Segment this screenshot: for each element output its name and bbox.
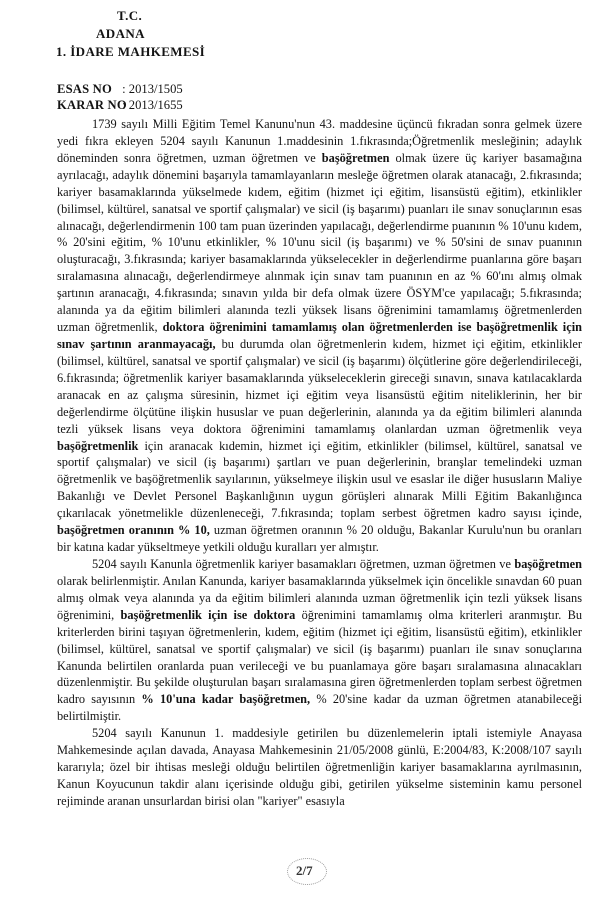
esas-no-row [57, 82, 183, 97]
header-republic: T.C. [117, 8, 143, 23]
karar-no-row [57, 98, 183, 113]
paragraph [57, 556, 582, 725]
bold-text-segment: başöğretmen [321, 150, 390, 165]
bold-text-segment: başöğretmen [514, 556, 582, 571]
page-number: 2/7 [296, 863, 313, 878]
bold-text-segment: başöğretmenlik için ise doktora [120, 607, 296, 622]
text-segment: 5204 sayılı Kanunun 1. maddesiyle getirilen bu düzenlemelerin iptali istemiyle Anayasa Mahkemesinde açılan davada, Anayasa Mahkemesinin 21/05/2008 günlü, E:2004/83, K:2008/107 sayılı kararıyla; özel bir ihtisas mesleği olduğu belirtilen öğretmenliğin kariyer basamaklarına ayrılmasının, Kanun Koyucunun takdir alanı içerisinde olduğu gibi, getirilen yükselme sisteminin kamu personel rejiminde aranan unsurlardan birisi olan "kariyer" esasıyla [57, 726, 582, 808]
paragraph [57, 725, 582, 810]
esas-no-value: : 2013/1505 [122, 82, 183, 96]
document-body [57, 116, 582, 810]
text-segment: % 20'sine kadar da uzman öğretmen atanabileceği belirtilmiştir. [57, 692, 583, 724]
header-court-name: 1. İDARE MAHKEMESİ [56, 44, 206, 59]
text-segment: olarak belirlenmiştir. Anılan Kanunda, kariyer basamaklarında yükselmek için öncelikle sınavdan 60 puan almış olmak veya alanında ya da eğitim bilimleri alanında uzman öğretmenlik için tezli yüksek lisans öğrenimini, [57, 573, 582, 622]
bold-text-segment: % 10'una kadar başöğretmen, [141, 692, 311, 707]
bold-text-segment: doktora öğrenimini tamamlamış olan öğretmenlerden ise başöğretmenlik için sınav şartının aranmayacağı, [57, 320, 582, 351]
text-segment: 5204 sayılı Kanunla öğretmenlik kariyer basamakları öğretmen, uzman öğretmen ve [92, 556, 515, 571]
header-city: ADANA [96, 26, 145, 41]
text-segment: uzman öğretmen oranının % 20 olduğu, Bakanlar Kurulu'nun bu oranları bir katına kadar yükseltmeye yetkili olduğu kuralları yer almıştır. [57, 523, 582, 555]
paragraph [57, 116, 582, 556]
text-segment: 1739 sayılı Milli Eğitim Temel Kanunu'nun 43. maddesine üçüncü fıkradan sonra gelmek üzere yedi fıkra ekleyen 5204 sayılı Kanunun 1.maddesinin 1.fıkrasında;Öğretmenlik mesleğinin; adaylık döneminden sonra öğretmen, uzman öğretmen ve [57, 117, 582, 165]
bold-text-segment: başöğretmenlik [57, 438, 139, 453]
text-segment: öğrenimini tamamlamış olma kriterleri aranmıştır. Bu kriterlerden birini taşıyan öğretmenlerin, kıdem, eğitim (hizmet içi eğitim, lisansüstü eğitim), etkinlikler (bilimsel, kültürel, sanatsal ve sportif çalışmalar) ve sicil (iş başarımı) puanları ile sınav sonuçlarına Kanunda belirtilen oranlarda puan verileceği ve bu puanlamaya göre başarı sıralamasına alınacakları düzenlenmiştir. Bu şekilde oluşturulan başarı sıralamasına giren öğretmenlerden toplam serbest öğretmen kadro sayısının [57, 607, 583, 707]
text-segment: bu durumda olan öğretmenlerin kıdem, hizmet içi eğitim, etkinlikler (bilimsel, kültürel, sanatsal ve sportif çalışmalar) ve sicil (iş başarımı) ölçütlerine göre değerlendirileceği, 6.fıkrasında; öğretmenlik kariyer basamaklarında yükseleceklerin gireceği sınavın, sınava katılacaklarda aranacak en az çalışma süresinin, hizmet içi eğitim veya lisansüstü eğitim niteliklerinin, her bir değerlendirme ölçütüne ilişkin hususlar ve puan değerlerinin, alanında ya da eğitim bilimleri alanında tezli yüksek lisans veya doktora öğrenimini tamamlamış olanlardan uzman öğretmenlik veya [57, 336, 582, 436]
esas-no-label: ESAS NO [57, 82, 112, 96]
text-segment: için aranacak kıdemin, hizmet içi eğitim, etkinlikler (bilimsel, kültürel, sanatsal ve sportif çalışmalar) ve sicil (iş başarımı) şartları ve puan değerlerinin, branşlar temelindeki uzman öğretmenlik ve başöğretmenlik sayılarının, yükselmeye ilişkin usul ve esaslar ile diğer hususların Maliye Bakanlığı ve Devlet Personel Başkanlığının uygun görüşleri alınarak Milli Eğitim Bakanlığınca çıkarılacak yönetmelikle düzenleneceği, 7.fıkrasında; toplam serbest öğretmen kadro sayısı içinde, [57, 438, 582, 521]
karar-no-value: : 2013/1655 [122, 98, 183, 112]
karar-no-label: KARAR NO [57, 98, 127, 112]
text-segment: olmak üzere üç kariyer basamağına ayrılacağı, adaylık dönemini başarıyla tamamlayanların mesleğe öğretmen olarak atanacağı, 2.fıkrasında; kariyer basamaklarında yükselmede kıdem, eğitim (hizmet içi eğitim, lisansüstü eğitim), etkinlikler (bilimsel, kültürel, sanatsal ve sportif çalışmalar) ve sicil (iş başarımı) puanları ile sınav sonuçlarının esas alınacağı, değerlendirmenin 100 tam puan üzerinden yapılacağı, değerlendirme puanının % 10'unu kıdem, % 20'sini eğitim, % 10'unu etkinlikler, % 10'unu sicil (iş başarımı) ve % 50'sini de sınav puanının oluşturacağı, 3.fıkrasında; kariyer basamaklarında yükselecekler in değerlendirme puanlarına göre başarı sıralamasına alınacağı, değerlendirmeye alınmak için sınav tam puanının en az % 60'ını almış olmak şartının aranacağı, 4.fıkrasında; sınavın yılda bir defa olmak üzere ÖSYM'ce yapılacağı; 5.fıkrasında; alanında ya da eğitim bilimleri alanında tezli yüksek lisans öğrenimini tamamlamış öğretmenlerden uzman öğretmenlik, [57, 150, 583, 335]
bold-text-segment: başöğretmen oranının % 10, [57, 523, 210, 538]
